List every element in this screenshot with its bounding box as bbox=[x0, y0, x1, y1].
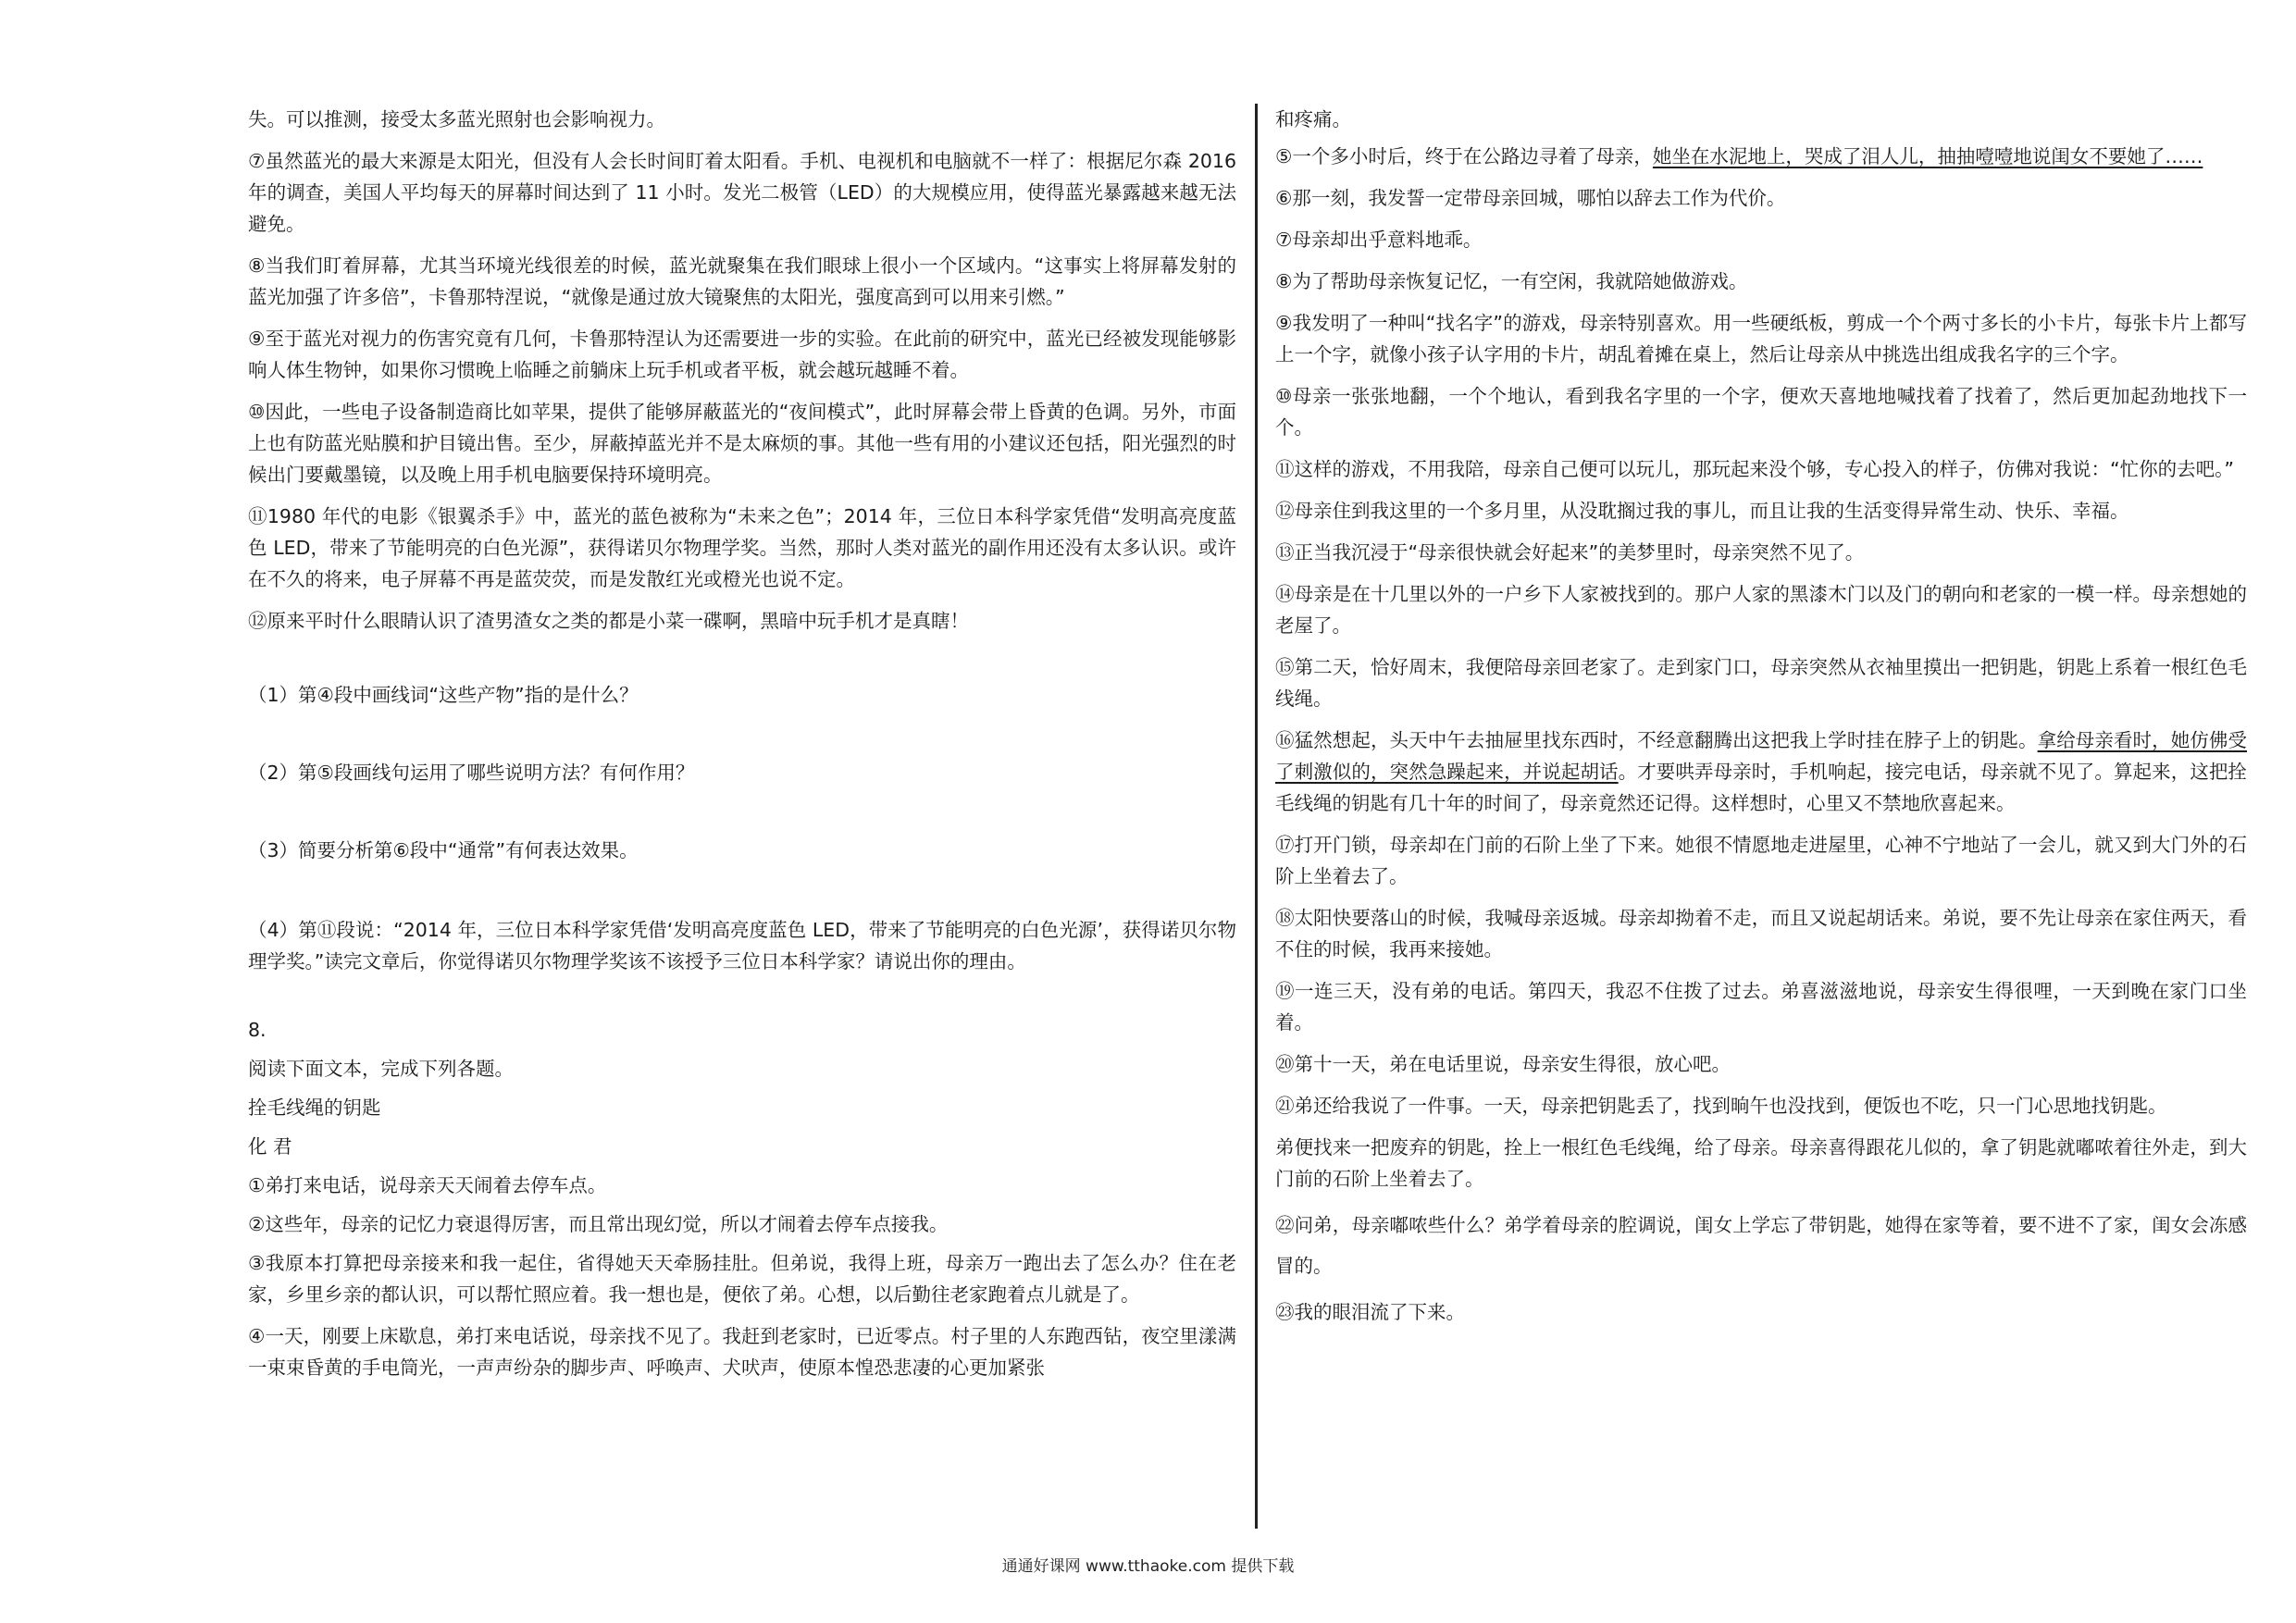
question-2: （2）第⑤段画线句运用了哪些说明方法？有何作用？ bbox=[248, 762, 695, 784]
story-paragraph-7: ⑦母亲却出乎意料地乖。 bbox=[1275, 229, 1483, 251]
story-paragraph-14: ⑭母亲是在十几里以外的一户乡下人家被找到的。那户人家的黑漆木门以及门的朝向和老家的一模一样。母亲想她的老屋了。 bbox=[1275, 583, 2247, 637]
question-4: （4）第⑪段说：“2014 年，三位日本科学家凭借‘发明高亮度蓝色 LED，带来了节能明亮的白色光源’，获得诺贝尔物理学奖。”读完文章后，你觉得诺贝尔物理学奖该不该授予三位日本科学家？请说出你的理由。 bbox=[248, 919, 1236, 973]
paragraph-16-text-a: ⑯猛然想起，头天中午去抽屉里找东西时，不经意翻腾出这把我上学时挂在脖子上的钥匙。 bbox=[1275, 729, 2038, 751]
story-paragraph-19: ⑲一连三天，没有弟的电话。第四天，我忍不住拨了过去。弟喜滋滋地说，母亲安生得很哩，一天到晚在家门口坐着。 bbox=[1275, 980, 2247, 1034]
story-paragraph-21-continued: 弟便找来一把废弃的钥匙，拴上一根红色毛线绳，给了母亲。母亲喜得跟花儿似的，拿了钥匙就嘟哝着往外走，到大门前的石阶上坐着去了。 bbox=[1275, 1136, 2247, 1190]
story-paragraph-10: ⑩母亲一张张地翻，一个个地认，看到我名字里的一个字，便欢天喜地地喊找着了找着了，然后更加起劲地找下一个。 bbox=[1275, 385, 2247, 439]
question-1: （1）第④段中画线词“这些产物”指的是什么？ bbox=[248, 684, 639, 706]
question-3: （3）简要分析第⑥段中“通常”有何表达效果。 bbox=[248, 839, 639, 861]
paragraph-8: ⑧当我们盯着屏幕，尤其当环境光线很差的时候，蓝光就聚集在我们眼球上很小一个区域内。“这事实上将屏幕发射的蓝光加强了许多倍”，卡鲁那特涅说，“就像是通过放大镜聚焦的太阳光，强度高到可以用来引燃。” bbox=[248, 254, 1236, 308]
paragraph-16-underlined: 拿给母亲看时，她仿佛受了刺激似的，突然急躁起来，并说起胡话 bbox=[1275, 729, 2248, 783]
paragraph-10: ⑩因此，一些电子设备制造商比如苹果，提供了能够屏蔽蓝光的“夜间模式”，此时屏幕会带上昏黄的色调。另外，市面上也有防蓝光贴膜和护目镜出售。至少，屏蔽掉蓝光并不是太麻烦的事。其他一些有用的小建议还包括，阳光强烈的时候出门要戴墨镜，以及晚上用手机电脑要保持环境明亮。 bbox=[248, 401, 1236, 486]
story-paragraph-8: ⑧为了帮助母亲恢复记忆，一有空闲，我就陪她做游戏。 bbox=[1275, 270, 1748, 292]
story-paragraph-3: ③我原本打算把母亲接来和我一起住，省得她天天牵肠挂肚。但弟说，我得上班，母亲万一跑出去了怎么办？住在老家，乡里乡亲的都认识，可以帮忙照应着。我一想也是，便依了弟。心想，以后勤往老家跑着点儿就是了。 bbox=[248, 1252, 1236, 1306]
reading-instruction: 阅读下面文本，完成下列各题。 bbox=[248, 1058, 514, 1080]
story-paragraph-2: ②这些年，母亲的记忆力衰退得厉害，而且常出现幻觉，所以才闹着去停车点接我。 bbox=[248, 1213, 949, 1235]
story-paragraph-4-end: 和疼痛。 bbox=[1275, 108, 1351, 130]
story-paragraph-9: ⑨我发明了一种叫“找名字”的游戏，母亲特别喜欢。用一些硬纸板，剪成一个个两寸多长的小卡片，每张卡片上都写上一个字，就像小孩子认字用的卡片，胡乱着摊在桌上，然后让母亲从中挑选出组成我名字的三个字。 bbox=[1275, 312, 2247, 365]
story-paragraph-15: ⑮第二天，恰好周末，我便陪母亲回老家了。走到家门口，母亲突然从衣袖里摸出一把钥匙，钥匙上系着一根红色毛线绳。 bbox=[1275, 656, 2247, 710]
story-paragraph-11: ⑪这样的游戏，不用我陪，母亲自己便可以玩儿，那玩起来没个够，专心投入的样子，仿佛对我说：“忙你的去吧。” bbox=[1275, 458, 2234, 480]
paragraph-5-text: ⑤一个多小时后，终于在公路边寻着了母亲， bbox=[1275, 145, 1653, 167]
story-paragraph-22: ㉒问弟，母亲嘟哝些什么？弟学着母亲的腔调说，闺女上学忘了带钥匙，她得在家等着，要不进不了家，闺女会冻感冒的。 bbox=[1275, 1214, 2247, 1277]
story-paragraph-21: ㉑弟还给我说了一件事。一天，母亲把钥匙丢了，找到晌午也没找到，便饭也不吃，只一门心思地找钥匙。 bbox=[1275, 1095, 2167, 1117]
story-paragraph-6: ⑥那一刻，我发誓一定带母亲回城，哪怕以辞去工作为代价。 bbox=[1275, 187, 1786, 209]
story-paragraph-23: ㉓我的眼泪流了下来。 bbox=[1275, 1301, 1465, 1323]
paragraph-7: ⑦虽然蓝光的最大来源是太阳光，但没有人会长时间盯着太阳看。手机、电视机和电脑就不一样了：根据尼尔森 2016 年的调查，美国人平均每天的屏幕时间达到了 11 小时。发光二极管（LED）的大规模应用，使得蓝光暴露越来越无法避免。 bbox=[248, 150, 1243, 235]
story-paragraph-4: ④一天，刚要上床歇息，弟打来电话说，母亲找不见了。我赶到老家时，已近零点。村子里的人东跑西钻，夜空里漾满一束束昏黄的手电筒光，一声声纷杂的脚步声、呼唤声、犬吠声，使原本惶恐悲凄的心更加紧张 bbox=[248, 1325, 1236, 1379]
left-column bbox=[248, 104, 1243, 1394]
story-paragraph-16 bbox=[1275, 725, 2247, 819]
paragraph-9: ⑨至于蓝光对视力的伤害究竟有几何，卡鲁那特涅认为还需要进一步的实验。在此前的研究中，蓝光已经被发现能够影响人体生物钟，如果你习惯晚上临睡之前躺床上玩手机或者平板，就会越玩越睡不着。 bbox=[248, 328, 1236, 381]
story-paragraph-17: ⑰打开门锁，母亲却在门前的石阶上坐了下来。她很不情愿地走进屋里，心神不宁地站了一会儿，就又到大门外的石阶上坐着去了。 bbox=[1275, 834, 2247, 887]
story-paragraph-13: ⑬正当我沉浸于“母亲很快就会好起来”的美梦里时，母亲突然不见了。 bbox=[1275, 541, 1865, 564]
paragraph-11: ⑪1980 年代的电影《银翼杀手》中，蓝光的蓝色被称为“未来之色”；2014 年，三位日本科学家凭借“发明高亮度蓝色 LED，带来了节能明亮的白色光源”，获得诺贝尔物理学奖。当然，那时人类对蓝光的副作用还没有太多认识。或许在不久的将来，电子屏幕不再是蓝荧荧，而是发散红光或橙光也说不定。 bbox=[248, 505, 1236, 590]
story-paragraph-18: ⑱太阳快要落山的时候，我喊母亲返城。母亲却拗着不走，而且又说起胡话来。弟说，要不先让母亲在家住两天，看不住的时候，我再来接她。 bbox=[1275, 907, 2247, 960]
story-paragraph-20: ⑳第十一天，弟在电话里说，母亲安生得很，放心吧。 bbox=[1275, 1053, 1731, 1075]
article-title: 拴毛线绳的钥匙 bbox=[248, 1096, 381, 1119]
column-divider bbox=[1255, 104, 1258, 1529]
right-column bbox=[1275, 104, 2247, 1338]
paragraph-intro: 失。可以推测，接受太多蓝光照射也会影响视力。 bbox=[248, 108, 665, 130]
story-paragraph-12: ⑫母亲住到我这里的一个多月里，从没耽搁过我的事儿，而且让我的生活变得异常生动、快乐、幸福。 bbox=[1275, 500, 2129, 522]
paragraph-16-text-b: 。才要哄弄母亲时，手机响起，接完电话，母亲就不见了。算起来，这把拴毛线绳的钥匙有几十年的时间了，母亲竟然还记得。这样想时，心里又不禁地欣喜起来。 bbox=[1275, 761, 2248, 814]
story-paragraph-5 bbox=[1275, 141, 2247, 172]
paragraph-5-underlined: 她坐在水泥地上，哭成了泪人儿，抽抽噎噎地说闺女不要她了…… bbox=[1652, 145, 2203, 167]
story-paragraph-1: ①弟打来电话，说母亲天天闹着去停车点。 bbox=[248, 1174, 607, 1196]
article-author: 化 君 bbox=[248, 1135, 292, 1158]
paragraph-12: ⑫原来平时什么眼睛认识了渣男渣女之类的都是小菜一碟啊，黑暗中玩手机才是真瞎！ bbox=[248, 610, 969, 632]
question-number-8: 8. bbox=[248, 1019, 267, 1041]
page-footer: 通通好课网 www.tthaoke.com 提供下载 bbox=[1001, 1557, 1295, 1576]
